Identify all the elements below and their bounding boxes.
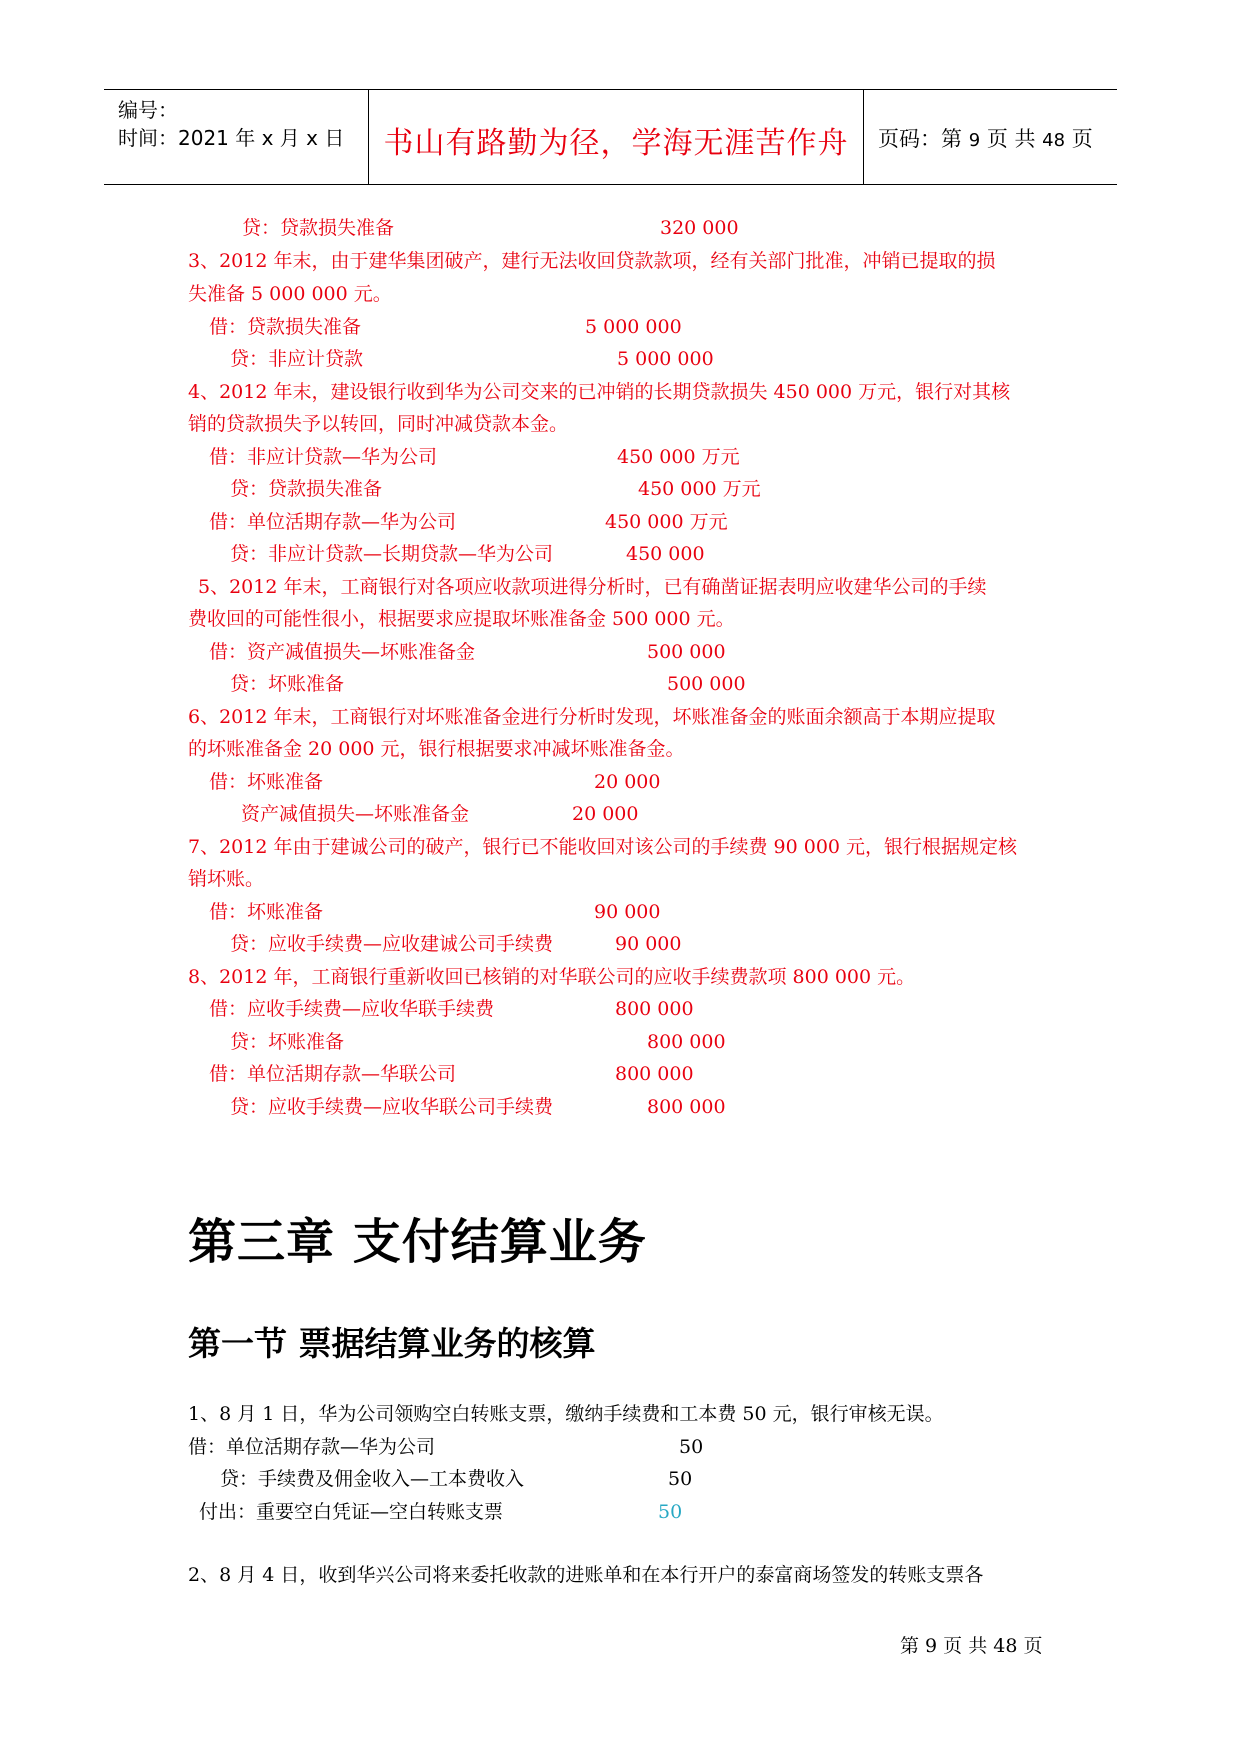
entry-amount: 450 000 万元: [617, 446, 740, 468]
page-num: 9: [968, 130, 981, 151]
entry-line: 6、2012 年末，工商银行对坏账准备金进行分析时发现，坏账准备金的账面余额高于本期应提取: [188, 706, 996, 728]
entry-line: 借：单位活期存款—华为公司: [209, 511, 457, 533]
date-line: 时间：2021 年 x 月 x 日: [118, 126, 345, 150]
entry-line: 8、2012 年，工商银行重新收回已核销的对华联公司的应收手续费款项 800 000 元。: [188, 966, 916, 988]
page-total: 48: [1042, 130, 1066, 151]
entry-line: 借：坏账准备: [209, 771, 324, 793]
entry-line: 销坏账。: [188, 868, 265, 890]
entry-line: 费收回的可能性很小，根据要求应提取坏账准备金 500 000 元。: [188, 608, 735, 630]
body-line: 2、8 月 4 日，收到华兴公司将来委托收款的进账单和在本行开户的泰富商场签发的转账支票各: [188, 1564, 984, 1586]
body-line: 贷：手续费及佣金收入—工本费收入: [220, 1468, 525, 1490]
entry-amount: 90 000: [594, 901, 661, 923]
entry-line: 3、2012 年末，由于建华集团破产，建行无法收回贷款款项，经有关部门批准，冲销已提取的损: [188, 250, 996, 272]
entry-line: 失准备 5 000 000 元。: [188, 283, 392, 305]
entry-amount: 5 000 000: [585, 316, 682, 338]
entry-amount: 800 000: [647, 1031, 726, 1053]
code-label: 编号：: [118, 98, 178, 122]
entry-line: 贷：贷款损失准备: [242, 217, 395, 239]
entry-amount: 20 000: [572, 803, 639, 825]
entry-line: 贷：坏账准备: [230, 673, 345, 695]
page-number-info: [878, 123, 1093, 153]
header-left-cell: [104, 90, 369, 184]
entry-amount: 800 000: [647, 1096, 726, 1118]
header-right-cell: [864, 90, 1117, 184]
entry-line: 贷：应收手续费—应收建诚公司手续费: [230, 933, 554, 955]
page-header: [104, 89, 1117, 185]
entry-line: 借：单位活期存款—华联公司: [209, 1063, 457, 1085]
chapter-title: 第三章 支付结算业务: [188, 1214, 647, 1270]
page-footer: 第 9 页 共 48 页: [900, 1635, 1043, 1657]
body-amount: 50: [679, 1436, 704, 1458]
entry-amount: 90 000: [615, 933, 682, 955]
page-prefix: 页码：第: [878, 127, 969, 151]
entry-line: 4、2012 年末，建设银行收到华为公司交来的已冲销的长期贷款损失 450 000 万元，银行对其核: [188, 381, 1011, 403]
entry-amount: 500 000: [667, 673, 746, 695]
section-title: 第一节 票据结算业务的核算: [188, 1324, 596, 1363]
entry-amount: 450 000: [626, 543, 705, 565]
entry-line: 借：资产减值损失—坏账准备金: [209, 641, 476, 663]
header-center-cell: [369, 90, 864, 184]
entry-line: 资产减值损失—坏账准备金: [241, 803, 470, 825]
entry-line: 7、2012 年由于建诚公司的破产，银行已不能收回对该公司的手续费 90 000 元，银行根据规定核: [188, 836, 1018, 858]
entry-amount: 800 000: [615, 998, 694, 1020]
entry-line: 贷：非应计贷款: [230, 348, 364, 370]
body-line: 1、8 月 1 日，华为公司领购空白转账支票，缴纳手续费和工本费 50 元，银行审核无误。: [188, 1403, 944, 1425]
entry-line: 5、2012 年末，工商银行对各项应收款项进得分析时，已有确凿证据表明应收建华公司的手续: [198, 576, 987, 598]
entry-line: 的坏账准备金 20 000 元，银行根据要求冲减坏账准备金。: [188, 738, 685, 760]
entry-amount: 5 000 000: [617, 348, 714, 370]
entry-line: 贷：应收手续费—应收华联公司手续费: [230, 1096, 554, 1118]
entry-line: 贷：坏账准备: [230, 1031, 345, 1053]
entry-line: 销的贷款损失予以转回，同时冲减贷款本金。: [188, 413, 569, 435]
entry-line: 贷：贷款损失准备: [230, 478, 383, 500]
entry-amount: 450 000 万元: [605, 511, 728, 533]
entry-amount: 320 000: [660, 217, 739, 239]
entry-line: 借：贷款损失准备: [209, 316, 362, 338]
entry-line: 贷：非应计贷款—长期贷款—华为公司: [230, 543, 554, 565]
entry-amount: 500 000: [647, 641, 726, 663]
body-line: 付出：重要空白凭证—空白转账支票: [199, 1501, 504, 1523]
entry-line: 借：非应计贷款—华为公司: [209, 446, 438, 468]
entry-line: 借：坏账准备: [209, 901, 324, 923]
body-amount: 50: [668, 1468, 693, 1490]
motto: 书山有路勤为径，学海无涯苦作舟: [383, 126, 849, 161]
body-line: 借：单位活期存款—华为公司: [188, 1436, 436, 1458]
page-mid: 页 共: [980, 127, 1043, 151]
body-amount-highlight: 50: [658, 1501, 683, 1523]
entry-amount: 800 000: [615, 1063, 694, 1085]
entry-line: 借：应收手续费—应收华联手续费: [209, 998, 495, 1020]
entry-amount: 450 000 万元: [638, 478, 761, 500]
entry-amount: 20 000: [594, 771, 661, 793]
page-suffix: 页: [1065, 127, 1093, 151]
